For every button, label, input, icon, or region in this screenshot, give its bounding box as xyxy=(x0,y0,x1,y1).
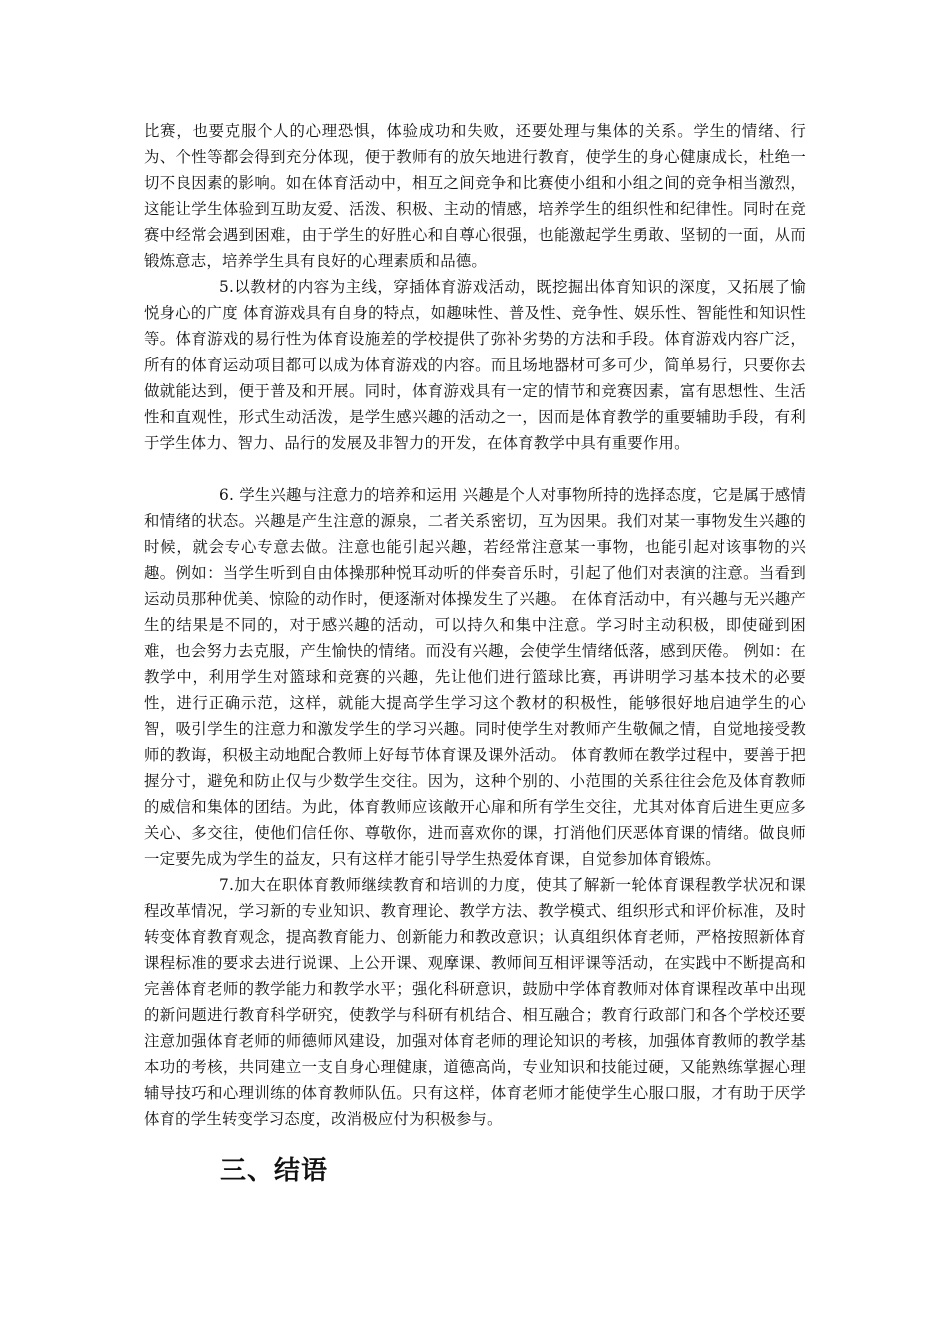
paragraph-intro-continuation: 比赛，也要克服个人的心理恐惧，体验成功和失败，还要处理与集体的关系。学生的情绪、行为、个性等都会得到充分体现，便于教师有的放矢地进行教育，使学生的身心健康成长，杜绝一切不良因素的影响。如在体育活动中，相互之间竞争和比赛使小组和小组之间的竞争相当激烈，这能让学生体验到互助友爱、活泼、积极、主动的情感，培养学生的组织性和纪律性。同时在竞赛中经常会遇到困难，由于学生的好胜心和自尊心很强，也能激起学生勇敢、坚韧的一面，从而锻炼意志，培养学生具有良好的心理素质和品德。 xyxy=(144,122,806,270)
paragraph-item-6: 6. 学生兴趣与注意力的培养和运用 兴趣是个人对事物所持的选择态度，它是属于感情和情绪的状态。兴趣是产生注意的源泉，二者关系密切，互为因果。我们对某一事物发生兴趣的时候，就会专心专意去做。注意也能引起兴趣，若经常注意某一事物，也能引起对该事物的兴趣。例如：当学生听到自由体操那种悦耳动听的伴奏音乐时，引起了他们对表演的注意。当看到运动员那种优美、惊险的动作时，便逐渐对体操发生了兴趣。 在体育活动中，有兴趣与无兴趣产生的结果是不同的，对于感兴趣的活动，可以持久和集中注意。学习时主动积极，即使碰到困难，也会努力去克服，产生愉快的情绪。而没有兴趣，会使学生情绪低落，感到厌倦。 例如：在教学中，利用学生对篮球和竞赛的兴趣，先让他们进行篮球比赛，再讲明学习基本技术的必要性，进行正确示范，这样，就能大提高学生学习这个教材的积极性，能够很好地启迪学生的心智，吸引学生的注意力和激发学生的学习兴趣。同时使学生对教师产生敬佩之情，自觉地接受教师的教诲，积极主动地配合教师上好每节体育课及课外活动。 体育教师在教学过程中，要善于把握分寸，避免和防止仅与少数学生交往。因为，这种个别的、小范围的关系往往会危及体育教师的威信和集体的团结。为此，体育教师应该敞开心扉和所有学生交往，尤其对体育后进生更应多关心、多交往，使他们信任你、尊敬你，进而喜欢你的课，打消他们厌恶体育课的情绪。做良师一定要先成为学生的益友，只有这样才能引导学生热爱体育课，自觉参加体育锻炼。 xyxy=(144,486,806,868)
paragraph-item-5: 5.以教材的内容为主线，穿插体育游戏活动，既挖掘出体育知识的深度，又拓展了愉悦身心的广度 体育游戏具有自身的特点，如趣味性、普及性、竞争性、娱乐性、智能性和知识性等。体育游戏的易行性为体育设施差的学校提供了弥补劣势的方法和手段。体育游戏内容广泛，所有的体育运动项目都可以成为体育游戏的内容。而且场地器材可多可少，简单易行，只要你去做就能达到，便于普及和开展。同时，体育游戏具有一定的情节和竞赛因素，富有思想性、生活性和直观性，形式生动活泼，是学生感兴趣的活动之一，因而是体育教学的重要辅助手段，有利于学生体力、智力、品行的发展及非智力的开发，在体育教学中具有重要作用。 xyxy=(144,278,806,452)
section-heading-conclusion: 三、结语 xyxy=(220,1156,329,1186)
paragraph-item-7: 7.加大在职体育教师继续教育和培训的力度，使其了解新一轮体育课程教学状况和课程改革情况，学习新的专业知识、教育理论、教学方法、教学模式、组织形式和评价标准，及时转变体育教育观念，提高教育能力、创新能力和教改意识；认真组织体育老师，严格按照新体育课程标准的要求去进行说课、上公开课、观摩课、教师间互相评课等活动，在实践中不断提高和完善体育老师的教学能力和教学水平；强化科研意识，鼓励中学体育教师对体育课程改革中出现的新问题进行教育科学研究，使教学与科研有机结合、相互融合；教育行政部门和各个学校还要注意加强体育老师的师德师风建设，加强对体育老师的理论知识的考核，加强体育教师的教学基本功的考核，共同建立一支自身心理健康，道德高尚，专业知识和技能过硬，又能熟练掌握心理辅导技巧和心理训练的体育教师队伍。只有这样，体育老师才能使学生心服口服，才有助于厌学体育的学生转变学习态度，改消极应付为积极参与。 xyxy=(144,876,806,1128)
